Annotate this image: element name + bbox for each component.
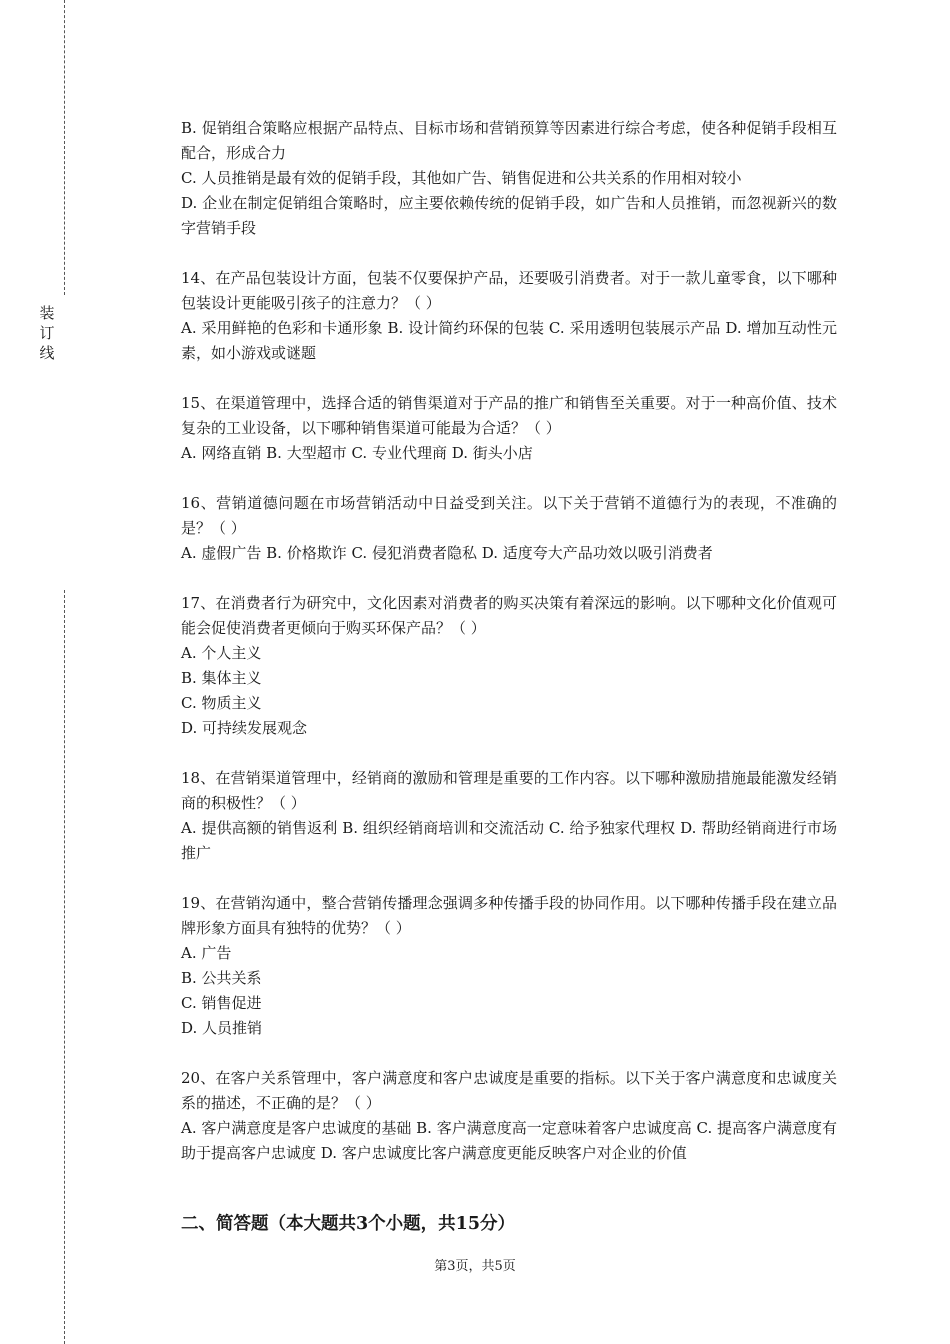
question-19 (181, 891, 837, 1041)
option-text: D. 可持续发展观念 (181, 719, 308, 737)
option-text: B. 促销组合策略应根据产品特点、目标市场和营销预算等因素进行综合考虑，使各种促销手段相互配合，形成合力 (181, 119, 837, 162)
question-stem: 20、在客户关系管理中，客户满意度和客户忠诚度是重要的指标。以下关于客户满意度和忠诚度关系的描述，不正确的是？（ ） (181, 1069, 837, 1112)
binding-dashed-line-top (64, 0, 65, 295)
binding-label-char: 线 (39, 344, 55, 362)
question-14 (181, 266, 837, 366)
binding-label-char: 订 (39, 324, 55, 342)
option-text: B. 集体主义 (181, 669, 262, 687)
option-text: C. 人员推销是最有效的促销手段，其他如广告、销售促进和公共关系的作用相对较小 (181, 169, 742, 187)
section-title: 二、简答题（本大题共3个小题，共15分） (181, 1214, 516, 1234)
option-text: A. 个人主义 (181, 644, 262, 662)
question-16 (181, 491, 837, 566)
binding-label-char: 装 (39, 304, 55, 322)
question-stem: 15、在渠道管理中，选择合适的销售渠道对于产品的推广和销售至关重要。对于一种高价值、技术复杂的工业设备，以下哪种销售渠道可能最为合适？（ ） (181, 394, 837, 437)
option-text: B. 公共关系 (181, 969, 262, 987)
question-17 (181, 591, 837, 741)
question-15 (181, 391, 837, 466)
option-text: C. 销售促进 (181, 994, 262, 1012)
option-text: A. 网络直销 B. 大型超市 C. 专业代理商 D. 街头小店 (181, 444, 533, 462)
question-list (181, 116, 837, 1166)
carryover-options (181, 116, 837, 241)
binding-label (37, 303, 57, 363)
question-stem: 18、在营销渠道管理中，经销商的激励和管理是重要的工作内容。以下哪种激励措施最能激发经销商的积极性？（ ） (181, 769, 837, 812)
option-text: D. 人员推销 (181, 1019, 263, 1037)
binding-dashed-line-bottom (64, 590, 65, 1344)
option-text: A. 虚假广告 B. 价格欺诈 C. 侵犯消费者隐私 D. 适度夸大产品功效以吸引消费者 (181, 544, 713, 562)
option-text: D. 企业在制定促销组合策略时，应主要依赖传统的促销手段，如广告和人员推销，而忽视新兴的数字营销手段 (181, 194, 837, 237)
option-text: A. 广告 (181, 944, 232, 962)
question-stem: 16、营销道德问题在市场营销活动中日益受到关注。以下关于营销不道德行为的表现，不准确的是？（ ） (181, 494, 837, 537)
question-18 (181, 766, 837, 866)
question-20 (181, 1066, 837, 1166)
option-text: A. 采用鲜艳的色彩和卡通形象 B. 设计简约环保的包装 C. 采用透明包装展示产品 D. 增加互动性元素，如小游戏或谜题 (181, 319, 837, 362)
page-footer: 第3页，共5页 (434, 1259, 516, 1274)
question-stem: 17、在消费者行为研究中，文化因素对消费者的购买决策有着深远的影响。以下哪种文化价值观可能会促使消费者更倾向于购买环保产品？（ ） (181, 594, 837, 637)
option-text: C. 物质主义 (181, 694, 262, 712)
option-text: A. 客户满意度是客户忠诚度的基础 B. 客户满意度高一定意味着客户忠诚度高 C. 提高客户满意度有助于提高客户忠诚度 D. 客户忠诚度比客户满意度更能反映客户对企业的价值 (181, 1119, 837, 1162)
question-stem: 19、在营销沟通中，整合营销传播理念强调多种传播手段的协同作用。以下哪种传播手段在建立品牌形象方面具有独特的优势？（ ） (181, 894, 837, 937)
question-stem: 14、在产品包装设计方面，包装不仅要保护产品，还要吸引消费者。对于一款儿童零食，以下哪种包装设计更能吸引孩子的注意力？（ ） (181, 269, 837, 312)
option-text: A. 提供高额的销售返利 B. 组织经销商培训和交流活动 C. 给予独家代理权 D. 帮助经销商进行市场推广 (181, 819, 837, 862)
